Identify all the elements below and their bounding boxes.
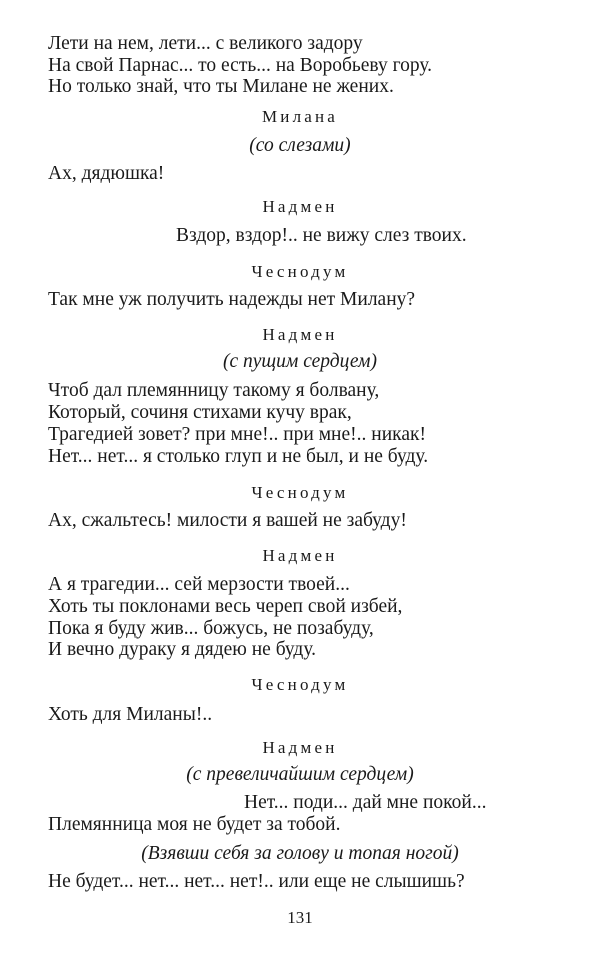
stage-direction: (со слезами) bbox=[249, 135, 351, 156]
verse-line: Хоть для Миланы!.. bbox=[48, 704, 213, 725]
verse-line: А я трагедии... сей мерзости твоей... bbox=[48, 574, 350, 595]
speaker-name: Милана bbox=[261, 107, 339, 126]
verse-line: Хоть ты поклонами весь череп свой избей, bbox=[48, 596, 403, 617]
speaker-name: Надмен bbox=[262, 197, 338, 216]
speaker-name: Надмен bbox=[262, 325, 338, 344]
verse-line: И вечно дураку я дядею не буду. bbox=[48, 639, 317, 660]
verse-line: Но только знай, что ты Милане не жених. bbox=[48, 76, 394, 97]
verse-line: Не будет... нет... нет... нет!.. или еще не слышишь? bbox=[48, 871, 465, 892]
verse-line: Нет... поди... дай мне покой... bbox=[244, 792, 487, 813]
verse-line: Вздор, вздор!.. не вижу слез твоих. bbox=[176, 225, 467, 246]
verse-line: На свой Парнас... то есть... на Воробьеву гору. bbox=[48, 55, 433, 76]
verse-line: Так мне уж получить надежды нет Милану? bbox=[48, 289, 416, 310]
stage-direction: (с превеличайшим сердцем) bbox=[186, 764, 414, 785]
speaker-name: Надмен bbox=[262, 738, 338, 757]
verse-line: Ах, дядюшка! bbox=[48, 163, 165, 184]
verse-line: Трагедией зовет? при мне!.. при мне!.. никак! bbox=[48, 424, 426, 445]
verse-line: Который, сочиня стихами кучу врак, bbox=[48, 402, 352, 423]
verse-line: Нет... нет... я столько глуп и не был, и не буду. bbox=[48, 446, 429, 467]
stage-direction: (Взявши себя за голову и топая ногой) bbox=[141, 843, 459, 864]
speaker-name: Чеснодум bbox=[251, 483, 349, 502]
speaker-name: Надмен bbox=[262, 546, 338, 565]
verse-line: Ах, сжальтесь! милости я вашей не забуду! bbox=[48, 510, 407, 531]
verse-line: Племянница моя не будет за тобой. bbox=[48, 814, 341, 835]
verse-line: Пока я буду жив... божусь, не позабуду, bbox=[48, 618, 374, 639]
speaker-name: Чеснодум bbox=[251, 675, 349, 694]
verse-line: Чтоб дал племянницу такому я болвану, bbox=[48, 380, 380, 401]
stage-direction: (с пущим сердцем) bbox=[223, 351, 377, 372]
page-number: 131 bbox=[287, 908, 313, 927]
verse-line: Лети на нем, лети... с великого задору bbox=[48, 33, 363, 54]
speaker-name: Чеснодум bbox=[251, 262, 349, 281]
